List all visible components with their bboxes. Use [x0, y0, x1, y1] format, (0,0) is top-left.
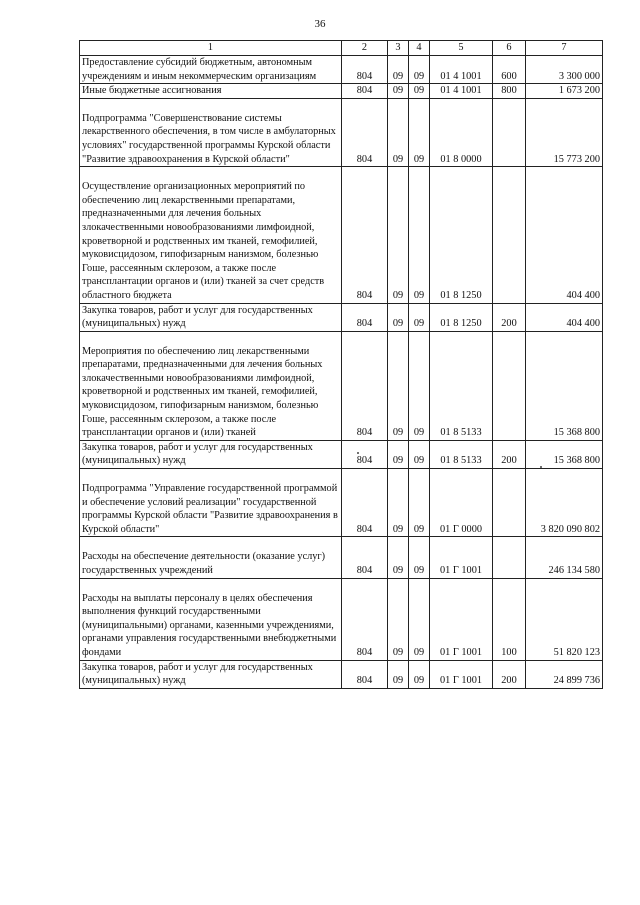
row-col-4: 09	[409, 84, 430, 99]
row-col-5: 01 8 5133	[430, 345, 493, 441]
spacer-row	[80, 331, 603, 345]
row-col-6	[493, 345, 526, 441]
header-col-2: 2	[342, 41, 388, 56]
row-col-6: 200	[493, 303, 526, 331]
table-row	[80, 112, 603, 167]
spacer-row	[80, 537, 603, 551]
table-row	[80, 180, 603, 303]
row-col-2: 804	[342, 550, 388, 578]
row-name: Закупка товаров, работ и услуг для государственных (муниципальных) нужд	[80, 440, 342, 468]
row-col-3: 09	[388, 345, 409, 441]
row-col-5: 01 Г 0000	[430, 482, 493, 537]
spacer-row	[80, 469, 603, 483]
spacer-row	[80, 167, 603, 181]
header-col-3: 3	[388, 41, 409, 56]
row-col-3: 09	[388, 660, 409, 688]
row-col-5: 01 8 1250	[430, 303, 493, 331]
table-row	[80, 56, 603, 84]
row-col-3: 09	[388, 56, 409, 84]
row-col-2: 804	[342, 592, 388, 660]
scan-speck	[540, 466, 542, 468]
row-col-3: 09	[388, 440, 409, 468]
table-row	[80, 660, 603, 688]
row-col-3: 09	[388, 303, 409, 331]
spacer-row	[80, 578, 603, 592]
row-col-5: 01 8 0000	[430, 112, 493, 167]
table-row	[80, 482, 603, 537]
header-col-1: 1	[80, 41, 342, 56]
row-name: Иные бюджетные ассигнования	[80, 84, 342, 99]
row-col-6: 200	[493, 660, 526, 688]
row-col-4: 09	[409, 440, 430, 468]
row-col-3: 09	[388, 550, 409, 578]
row-col-5: 01 8 5133	[430, 440, 493, 468]
row-col-2: 804	[342, 345, 388, 441]
row-col-2: 804	[342, 84, 388, 99]
table-row	[80, 345, 603, 441]
row-col-3: 09	[388, 84, 409, 99]
row-col-7: 15 368 800	[526, 345, 603, 441]
row-col-7: 15 368 800	[526, 440, 603, 468]
row-col-7: 246 134 580	[526, 550, 603, 578]
budget-table	[79, 40, 603, 689]
row-col-5: 01 Г 1001	[430, 550, 493, 578]
row-col-4: 09	[409, 303, 430, 331]
scan-speck	[357, 452, 359, 454]
row-col-3: 09	[388, 592, 409, 660]
row-name: Закупка товаров, работ и услуг для государственных (муниципальных) нужд	[80, 303, 342, 331]
row-col-7: 404 400	[526, 303, 603, 331]
header-col-7: 7	[526, 41, 603, 56]
row-name: Предоставление субсидий бюджетным, автономным учреждениям и иным некоммерческим организациям	[80, 56, 342, 84]
row-col-2: 804	[342, 180, 388, 303]
page-number: 36	[314, 18, 326, 30]
row-name: Мероприятия по обеспечению лиц лекарственными препаратами, предназначенными для лечения больных злокачественными новообразованиями лимфоидной, кроветворной и родственных им тканей, гемофилией, муковисцидозом, гипофизарным нанизмом, болезнью Гоше, рассеянным склерозом, а также после трансплантации органов и (или) тканей	[80, 345, 342, 441]
header-col-4: 4	[409, 41, 430, 56]
header-col-6: 6	[493, 41, 526, 56]
row-col-4: 09	[409, 482, 430, 537]
spacer-row	[80, 98, 603, 112]
row-col-6: 100	[493, 592, 526, 660]
row-col-5: 01 4 1001	[430, 56, 493, 84]
row-col-3: 09	[388, 112, 409, 167]
row-col-7: 3 300 000	[526, 56, 603, 84]
row-col-6: 600	[493, 56, 526, 84]
row-col-7: 15 773 200	[526, 112, 603, 167]
row-col-6: 200	[493, 440, 526, 468]
row-name: Расходы на обеспечение деятельности (оказание услуг) государственных учреждений	[80, 550, 342, 578]
table-row	[80, 592, 603, 660]
row-name: Подпрограмма "Совершенствование системы лекарственного обеспечения, в том числе в амбулаторных условиях" государственной программы Курской области "Развитие здравоохранения в Курской области"	[80, 112, 342, 167]
row-col-5: 01 8 1250	[430, 180, 493, 303]
row-col-2: 804	[342, 660, 388, 688]
row-col-7: 1 673 200	[526, 84, 603, 99]
row-col-2: 804	[342, 56, 388, 84]
row-name: Осуществление организационных мероприятий по обеспечению лиц лекарственными препаратами, предназначенными для лечения больных злокачественными новообразованиями лимфоидной, кроветворной и родственных им тканей, гемофилией, муковисцидозом, гипофизарным нанизмом, болезнью Гоше, рассеянным склерозом, а также после трансплантации органов и (или) тканей за счет средств областного бюджета	[80, 180, 342, 303]
row-col-6	[493, 550, 526, 578]
row-col-4: 09	[409, 345, 430, 441]
row-col-6	[493, 180, 526, 303]
table-row	[80, 303, 603, 331]
row-col-2: 804	[342, 112, 388, 167]
row-name: Подпрограмма "Управление государственной программой и обеспечение условий реализации" государственной программы Курской области "Развитие здравоохранения в Курской области"	[80, 482, 342, 537]
row-col-2: 804	[342, 482, 388, 537]
row-col-4: 09	[409, 592, 430, 660]
row-col-2: 804	[342, 303, 388, 331]
row-col-4: 09	[409, 550, 430, 578]
row-name: Расходы на выплаты персоналу в целях обеспечения выполнения функций государственными (муниципальными) органами, казенными учреждениями, органами управления государственными внебюджетными фондами	[80, 592, 342, 660]
row-col-4: 09	[409, 56, 430, 84]
row-col-7: 3 820 090 802	[526, 482, 603, 537]
row-col-7: 404 400	[526, 180, 603, 303]
table-row	[80, 550, 603, 578]
row-col-3: 09	[388, 482, 409, 537]
row-col-5: 01 4 1001	[430, 84, 493, 99]
row-col-4: 09	[409, 180, 430, 303]
header-row	[80, 41, 603, 56]
row-col-6	[493, 112, 526, 167]
row-col-7: 51 820 123	[526, 592, 603, 660]
row-col-7: 24 899 736	[526, 660, 603, 688]
row-col-5: 01 Г 1001	[430, 592, 493, 660]
row-col-6	[493, 482, 526, 537]
row-col-4: 09	[409, 112, 430, 167]
row-name: Закупка товаров, работ и услуг для государственных (муниципальных) нужд	[80, 660, 342, 688]
table-row	[80, 84, 603, 99]
table-row	[80, 440, 603, 468]
row-col-4: 09	[409, 660, 430, 688]
row-col-6: 800	[493, 84, 526, 99]
header-col-5: 5	[430, 41, 493, 56]
row-col-3: 09	[388, 180, 409, 303]
row-col-5: 01 Г 1001	[430, 660, 493, 688]
row-col-2: 804	[342, 440, 388, 468]
